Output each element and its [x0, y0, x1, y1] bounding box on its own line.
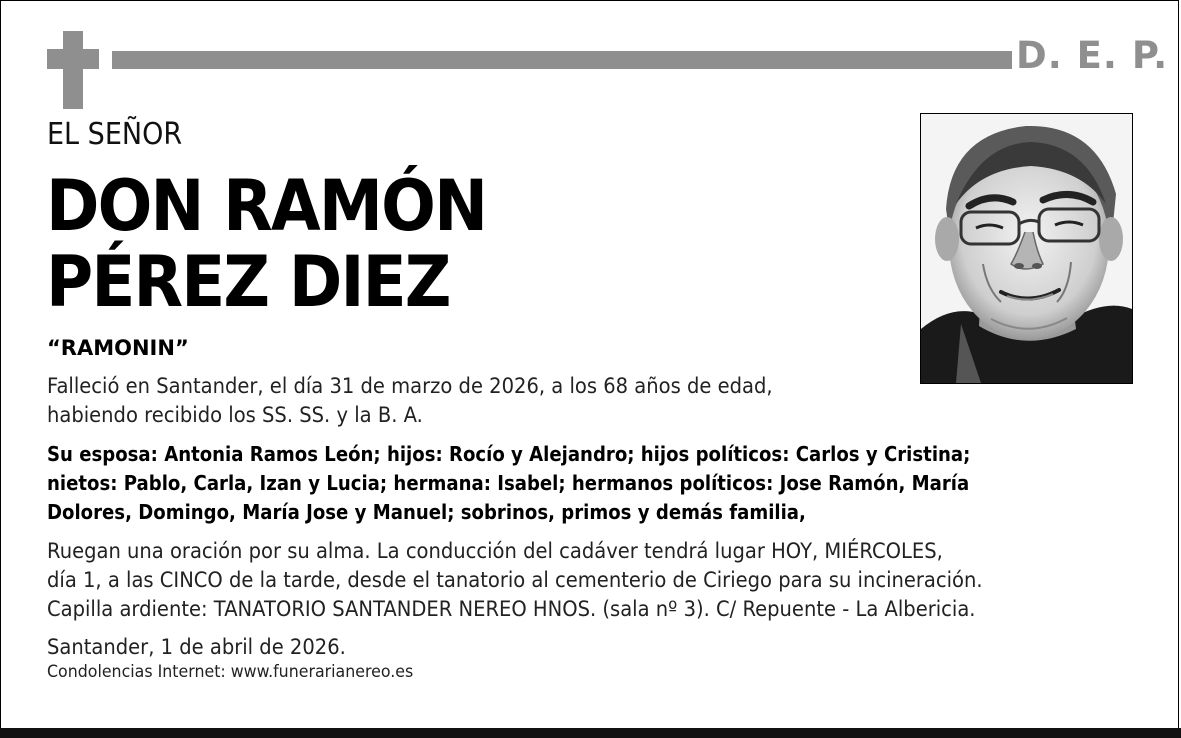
text-line: Dolores, Domingo, María Jose y Manuel; sobrinos, primos y demás familia, — [47, 500, 806, 524]
text-line: nietos: Pablo, Carla, Izan y Lucia; hermana: Isabel; hermanos políticos: Jose Ramón, María — [47, 471, 970, 495]
family-paragraph — [47, 440, 970, 527]
service-paragraph — [47, 537, 983, 624]
portrait-photo — [920, 113, 1133, 384]
header-rule — [112, 51, 1012, 69]
place-date: Santander, 1 de abril de 2026. — [47, 635, 346, 659]
condolences-link: Condolencias Internet: www.funerarianereo.es — [47, 662, 414, 682]
text-line: habiendo recibido los SS. SS. y la B. A. — [47, 403, 423, 427]
text-line: día 1, a las CINCO de la tarde, desde el tanatorio al cementerio de Ciriego para su incineración. — [47, 568, 983, 592]
text-line: Falleció en Santander, el día 31 de marzo de 2026, a los 68 años de edad, — [47, 374, 773, 398]
name-line-1: DON RAMÓN — [46, 165, 487, 247]
nickname: “RAMONIN” — [47, 336, 189, 360]
text-line: Ruegan una oración por su alma. La conducción del cadáver tendrá lugar HOY, MIÉRCOLES, — [47, 539, 943, 563]
portrait-illustration — [921, 114, 1132, 383]
text-line: Su esposa: Antonia Ramos León; hijos: Rocío y Alejandro; hijos políticos: Carlos y Cristina; — [47, 442, 971, 466]
text-line: Capilla ardiente: TANATORIO SANTANDER NEREO HNOS. (sala nº 3). C/ Repuente - La Albericia. — [47, 597, 976, 621]
name-line-2: PÉREZ DIEZ — [46, 241, 450, 323]
cross-icon — [47, 31, 99, 109]
deceased-name — [46, 165, 487, 323]
death-paragraph — [47, 372, 773, 430]
bottom-border — [0, 728, 1181, 738]
dep-label: D. E. P. — [1016, 34, 1169, 77]
treatment-label: EL SEÑOR — [47, 117, 183, 152]
